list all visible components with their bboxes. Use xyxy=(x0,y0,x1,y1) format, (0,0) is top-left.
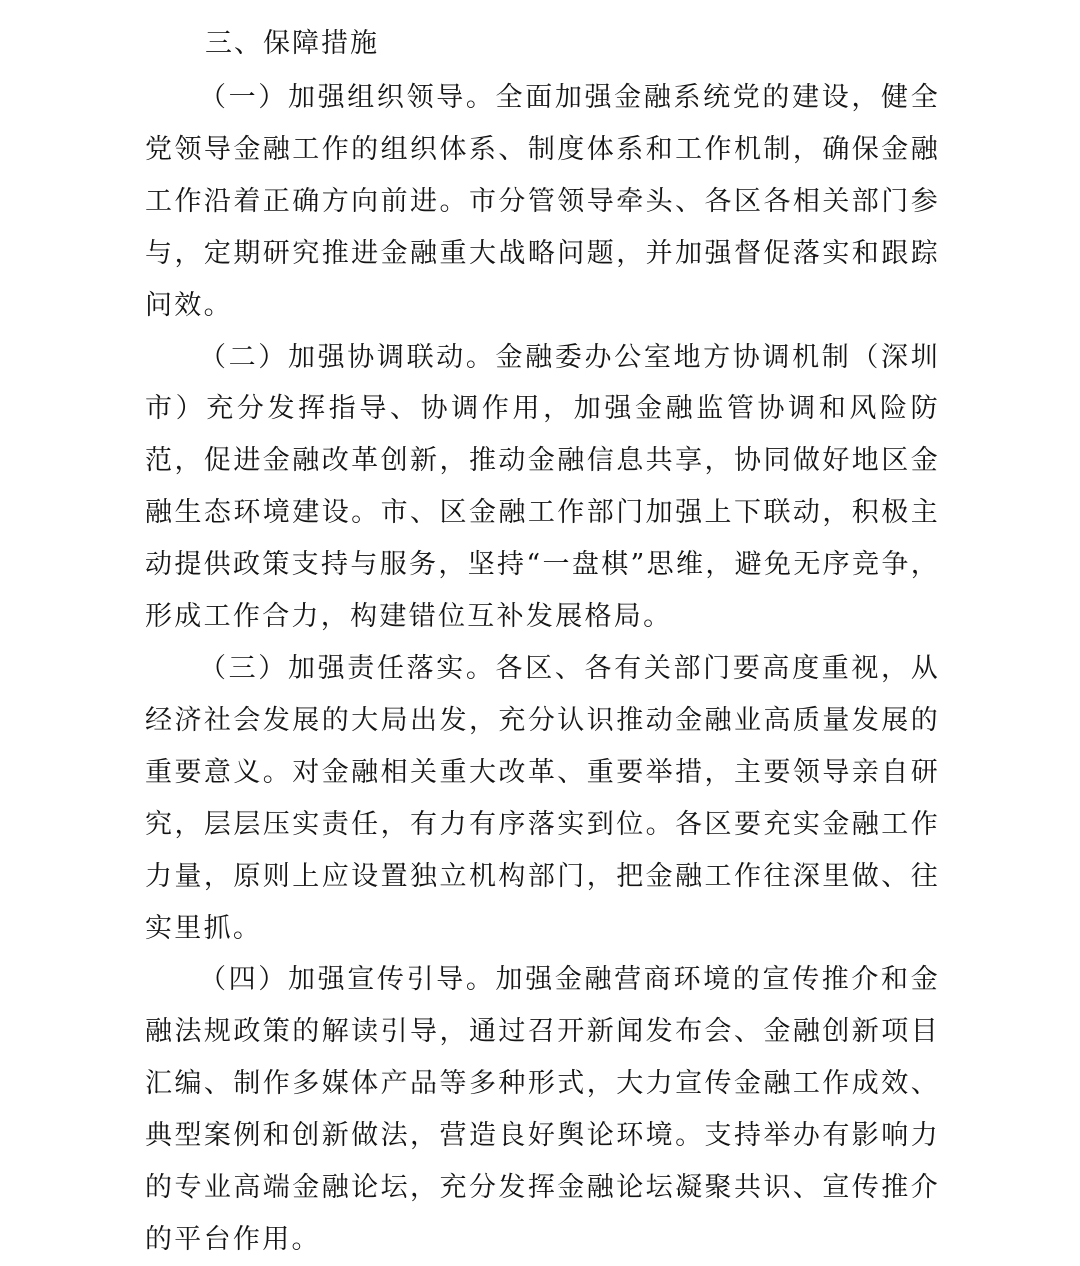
section-heading: 三、保障措施 xyxy=(205,28,379,59)
paragraph-coordination xyxy=(145,332,940,643)
paragraph-lead: （三）加强责任落实。 xyxy=(199,652,496,684)
paragraph-organization-leadership xyxy=(145,72,940,332)
paragraph-lead: （二）加强协调联动。 xyxy=(199,341,496,373)
paragraph-body: 加强金融营商环境的宣传推介和金融法规政策的解读引导，通过召开新闻发布会、金融创新项目汇编、制作多媒体产品等多种形式，大力宣传金融工作成效、典型案例和创新做法，营造良好舆论环境。支持举办有影响力的专业高端金融论坛，充分发挥金融论坛凝聚共识、宣传推介的平台作用。 xyxy=(145,964,941,1255)
section-body xyxy=(145,72,940,1266)
paragraph-responsibility xyxy=(145,643,940,954)
paragraph-publicity xyxy=(145,954,940,1265)
paragraph-body: 各区、各有关部门要高度重视，从经济社会发展的大局出发，充分认识推动金融业高质量发展的重要意义。对金融相关重大改革、重要举措，主要领导亲自研究，层层压实责任，有力有序落实到位。各区要充实金融工作力量，原则上应设置独立机构部门，把金融工作往深里做、往实里抓。 xyxy=(145,652,941,944)
paragraph-lead: （一）加强组织领导。 xyxy=(199,82,496,113)
paragraph-body: 全面加强金融系统党的建设，健全党领导金融工作的组织体系、制度体系和工作机制，确保金融工作沿着正确方向前进。市分管领导牵头、各区各相关部门参与，定期研究推进金融重大战略问题，并加强督促落实和跟踪问效。 xyxy=(145,82,941,321)
paragraph-lead: （四）加强宣传引导。 xyxy=(199,964,496,996)
paragraph-body: 金融委办公室地方协调机制（深圳市）充分发挥指导、协调作用，加强金融监管协调和风险防范，促进金融改革创新，推动金融信息共享，协同做好地区金融生态环境建设。市、区金融工作部门加强上下联动，积极主动提供政策支持与服务，坚持“一盘棋”思维，避免无序竞争，形成工作合力，构建错位互补发展格局。 xyxy=(145,341,941,633)
